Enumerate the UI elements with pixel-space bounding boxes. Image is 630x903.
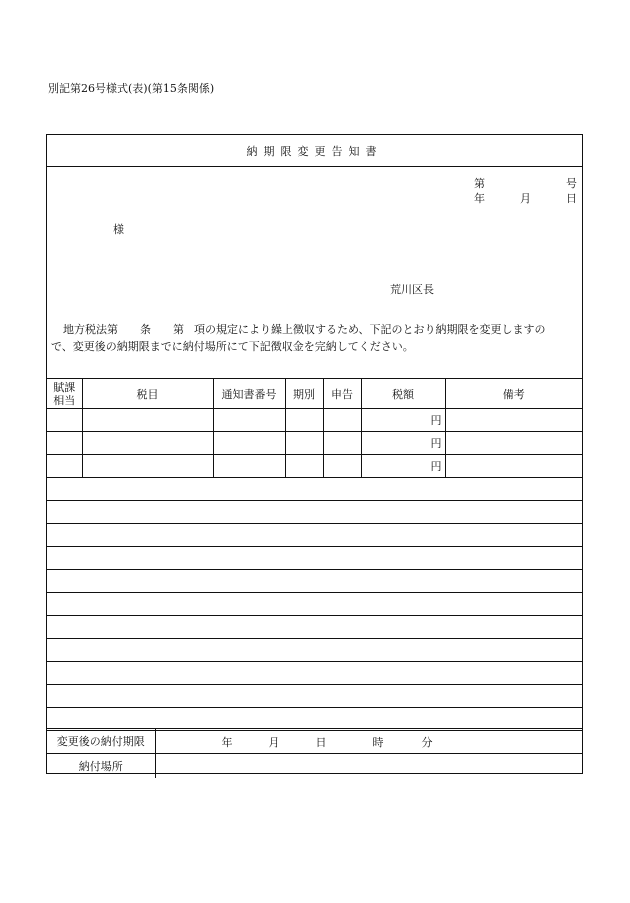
blank-row xyxy=(47,478,582,501)
place-row xyxy=(47,754,582,779)
blank-row xyxy=(47,524,582,547)
table-row xyxy=(47,432,582,455)
deadline-minute: 分 xyxy=(421,736,433,749)
notice-form xyxy=(46,134,583,774)
col-header-tsuchi: 通知書番号 xyxy=(213,379,285,409)
col-header-fuka: 賦課 相当 xyxy=(47,379,82,409)
payment-info-table xyxy=(47,728,582,778)
date-month: 月 xyxy=(520,192,531,205)
date-year: 年 xyxy=(474,192,485,205)
blank-row xyxy=(47,685,582,708)
deadline-row xyxy=(47,729,582,754)
col-header-zeigaku: 税額 xyxy=(361,379,445,409)
deadline-hour: 時 xyxy=(372,736,384,749)
notice-body-line2: で、変更後の納期限までに納付場所にて下記徴収金を完納してください。 xyxy=(51,340,414,353)
deadline-day: 日 xyxy=(315,736,327,749)
col-header-kibetsu: 期別 xyxy=(285,379,323,409)
tax-table xyxy=(47,378,582,731)
blank-row xyxy=(47,501,582,524)
notice-body-line1: 地方税法第 条 第 項の規定により繰上徴収するため、下記のとおり納期限を変更しますの xyxy=(63,323,546,336)
blank-row xyxy=(47,593,582,616)
table-header-row xyxy=(47,379,582,409)
blank-row xyxy=(47,616,582,639)
amount-cell[interactable]: 円 xyxy=(361,432,445,455)
deadline-label: 変更後の納付期限 xyxy=(47,729,155,754)
col-header-shinkoku: 申告 xyxy=(323,379,361,409)
form-title: 納期限変更告知書 xyxy=(47,135,582,167)
addressee-suffix: 様 xyxy=(113,223,124,236)
doc-number-suffix: 号 xyxy=(566,177,577,190)
place-value[interactable] xyxy=(155,754,582,779)
blank-row xyxy=(47,662,582,685)
doc-number-prefix: 第 xyxy=(474,177,485,190)
col-header-biko: 備考 xyxy=(445,379,582,409)
notice-body xyxy=(51,321,581,355)
blank-row xyxy=(47,547,582,570)
amount-cell[interactable]: 円 xyxy=(361,409,445,432)
blank-row xyxy=(47,570,582,593)
amount-cell[interactable]: 円 xyxy=(361,455,445,478)
issuer-name: 荒川区長 xyxy=(390,283,434,296)
blank-row xyxy=(47,639,582,662)
date-day: 日 xyxy=(566,192,577,205)
deadline-month: 月 xyxy=(268,736,280,749)
place-label: 納付場所 xyxy=(47,754,155,779)
table-row xyxy=(47,455,582,478)
deadline-value[interactable] xyxy=(155,729,582,754)
form-caption: 別記第26号様式(表)(第15条関係) xyxy=(48,82,215,95)
deadline-year: 年 xyxy=(221,736,233,749)
col-header-zeimoku: 税目 xyxy=(82,379,213,409)
table-row xyxy=(47,409,582,432)
